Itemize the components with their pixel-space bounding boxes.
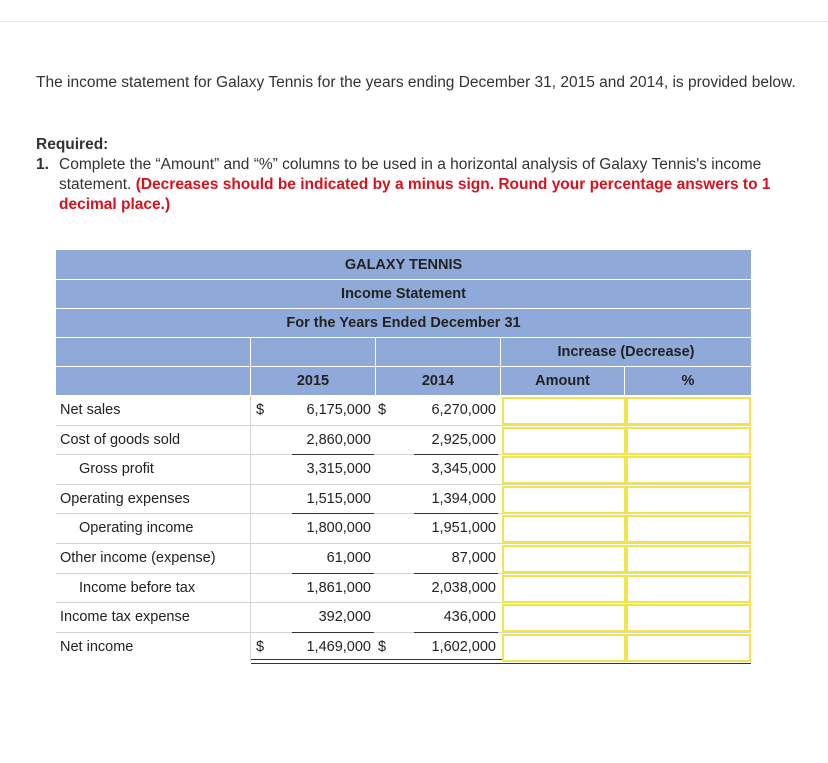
table-row-income-before-tax (56, 574, 751, 604)
amount-input[interactable] (502, 575, 626, 603)
header-company-row (56, 250, 751, 280)
percent-input[interactable] (626, 604, 751, 632)
header-period-row (56, 309, 751, 338)
amount-input[interactable] (502, 456, 626, 484)
percent-input[interactable] (626, 575, 751, 603)
percent-input[interactable] (626, 397, 751, 425)
table-row-net-income (56, 633, 751, 662)
value-2015: 1,515,000 (306, 490, 371, 507)
value-2014: 1,602,000 (431, 638, 496, 655)
question-number: 1. (36, 156, 49, 173)
row-label: Cost of goods sold (60, 431, 181, 448)
value-2015: 1,469,000 (306, 638, 371, 655)
value-2015: 1,861,000 (306, 579, 371, 596)
col-header-2015: 2015 (296, 373, 330, 389)
table-row-cost-of-goods-sold (56, 426, 751, 456)
value-2015: 392,000 (318, 609, 371, 626)
company-name: GALAXY TENNIS (344, 257, 463, 273)
value-2015: 1,800,000 (306, 520, 371, 537)
col-header-amount: Amount (535, 373, 590, 389)
row-label: Operating expenses (60, 490, 190, 507)
row-label: Income tax expense (60, 609, 190, 626)
value-2014: 2,038,000 (431, 579, 496, 596)
value-2014: 87,000 (451, 549, 496, 566)
amount-input[interactable] (502, 545, 626, 573)
statement-title: Income Statement (341, 286, 466, 302)
percent-input[interactable] (626, 427, 751, 455)
question-1 (36, 155, 816, 215)
question-text-block (59, 155, 816, 215)
value-2014: 3,345,000 (431, 461, 496, 478)
percent-input[interactable] (626, 634, 751, 662)
intro-text: The income statement for Galaxy Tennis for the years ending December 31, 2015 and 2014, is provided below. (36, 74, 796, 91)
amount-input[interactable] (502, 427, 626, 455)
table-row-operating-expenses (56, 485, 751, 515)
dollar-sign: $ (256, 402, 265, 418)
amount-input[interactable] (502, 486, 626, 514)
col-header-2014: 2014 (421, 373, 455, 389)
value-2015: 61,000 (326, 549, 371, 566)
col-header-percent: % (681, 373, 695, 389)
value-2014: 1,951,000 (431, 520, 496, 537)
table-row-other-income (56, 544, 751, 574)
dollar-sign: $ (378, 402, 387, 418)
question-text: Complete the “Amount” and “%” columns to be used in a horizontal analysis of Galaxy Tennis's income statement. (59, 156, 762, 193)
percent-input[interactable] (626, 515, 751, 543)
amount-input[interactable] (502, 604, 626, 632)
row-label: Income before tax (79, 579, 196, 596)
value-2014: 436,000 (443, 609, 496, 626)
income-statement-table (56, 250, 751, 661)
row-label: Net sales (60, 402, 121, 418)
value-2014: 2,925,000 (431, 431, 496, 448)
value-2015: 2,860,000 (306, 431, 371, 448)
percent-input[interactable] (626, 486, 751, 514)
row-label: Other income (expense) (60, 549, 216, 566)
dollar-sign: $ (256, 638, 265, 655)
header-columns-row (56, 367, 751, 396)
value-2014: 6,270,000 (431, 402, 496, 418)
percent-input[interactable] (626, 456, 751, 484)
amount-input[interactable] (502, 397, 626, 425)
value-2015: 6,175,000 (306, 402, 371, 418)
value-2014: 1,394,000 (431, 490, 496, 507)
value-2015: 3,315,000 (306, 461, 371, 478)
percent-input[interactable] (626, 545, 751, 573)
amount-input[interactable] (502, 515, 626, 543)
table-row-income-tax-expense (56, 603, 751, 633)
top-divider (0, 21, 828, 22)
statement-period: For the Years Ended December 31 (286, 315, 521, 331)
required-heading: Required: (36, 136, 109, 153)
dollar-sign: $ (378, 638, 387, 655)
header-title-row (56, 280, 751, 309)
amount-input[interactable] (502, 634, 626, 662)
row-label: Net income (60, 638, 134, 655)
header-incdec-row (56, 338, 751, 367)
table-row-operating-income (56, 514, 751, 544)
increase-decrease-label: Increase (Decrease) (557, 344, 695, 360)
table-row-gross-profit (56, 455, 751, 485)
table-row-net-sales (56, 396, 751, 426)
row-label: Gross profit (79, 461, 154, 478)
question-instruction: (Decreases should be indicated by a minus sign. Round your percentage answers to 1 decimal place.) (59, 176, 771, 213)
row-label: Operating income (79, 520, 194, 537)
